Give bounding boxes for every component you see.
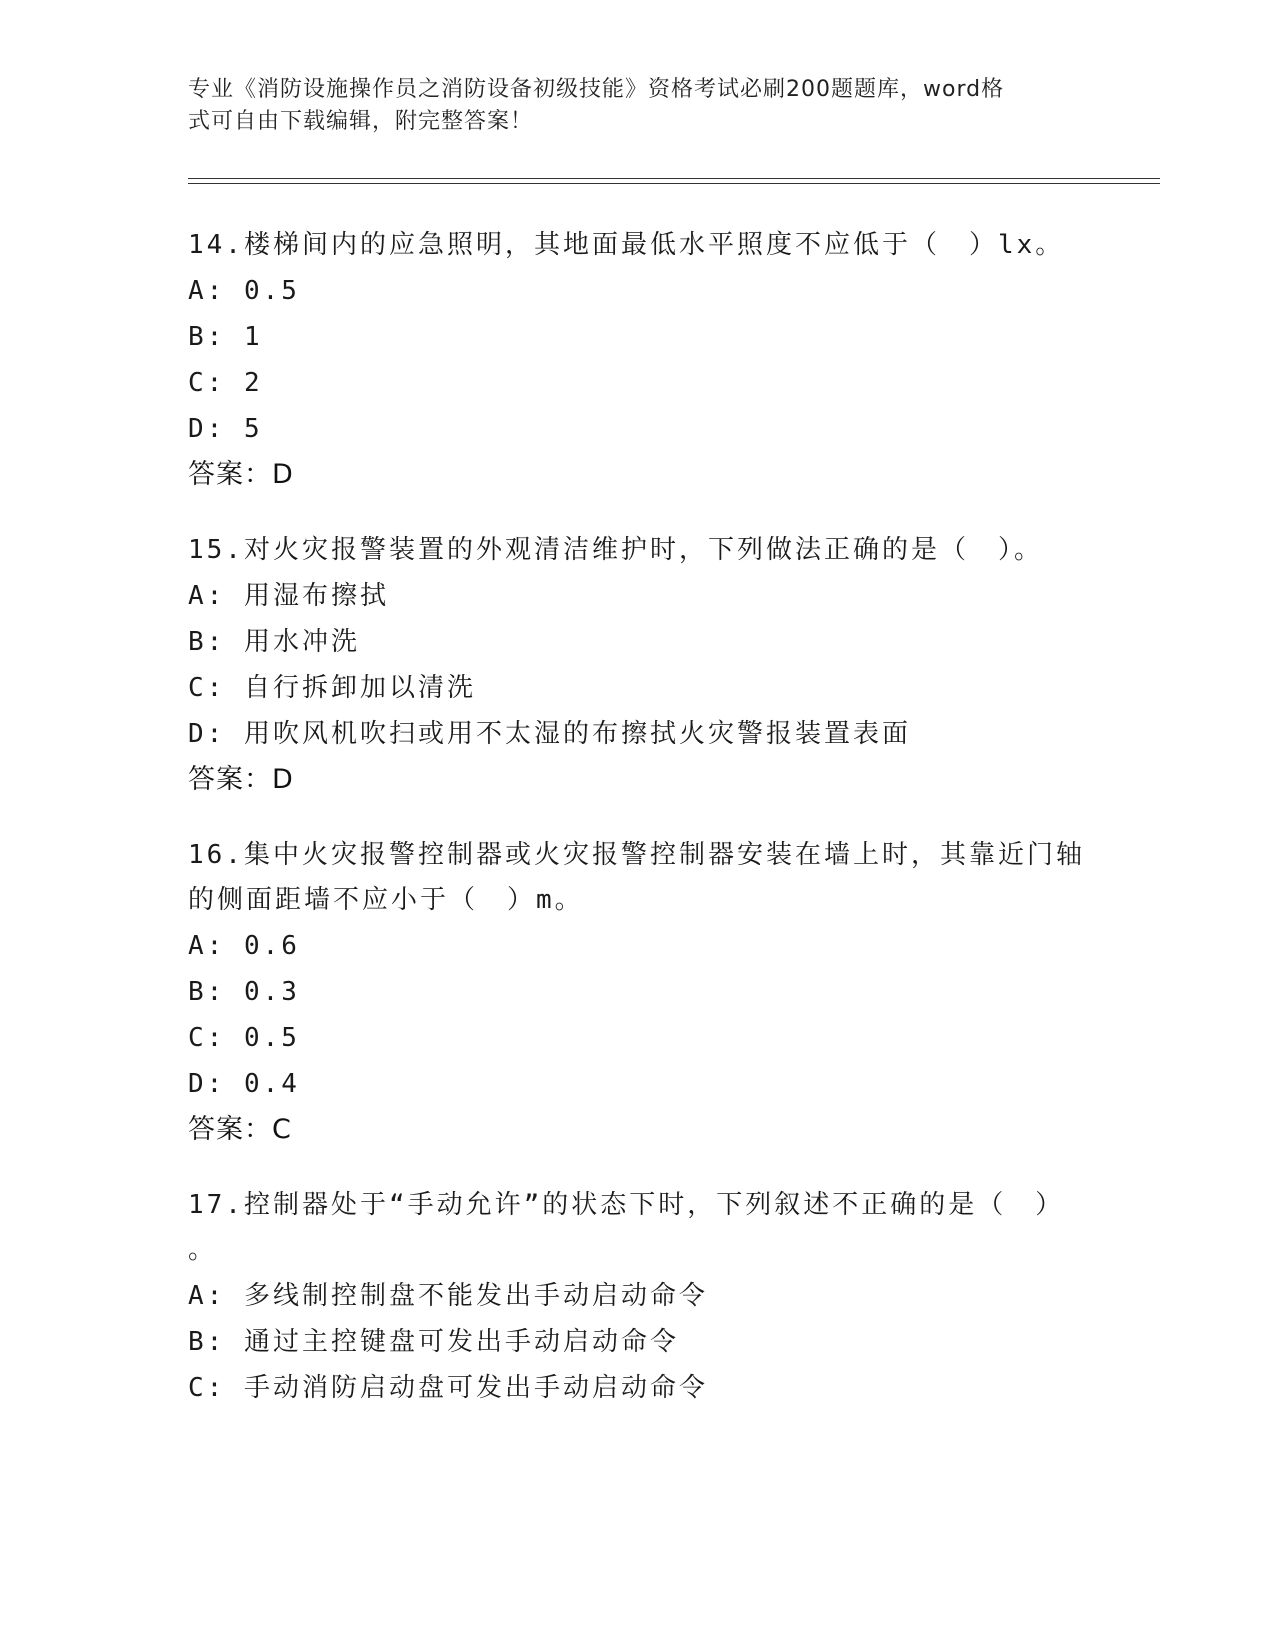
option-a: A: 0.6 — [188, 931, 300, 961]
answer: 答案：D — [188, 764, 294, 795]
question-title-line: 14.楼梯间内的应急照明，其地面最低水平照度不应低于（ ）lx。 — [188, 230, 1065, 260]
option-b: B: 1 — [188, 322, 263, 352]
option-b: B: 用水冲洗 — [188, 627, 360, 657]
question-title-line: 15.对火灾报警装置的外观清洁维护时，下列做法正确的是（ ）。 — [188, 535, 1043, 565]
header-divider-top — [188, 178, 1160, 179]
option-b: B: 0.3 — [188, 977, 300, 1007]
question-title — [188, 1183, 1088, 1273]
answer: 答案：D — [188, 459, 294, 490]
question-15 — [188, 528, 1088, 803]
question-16 — [188, 833, 1088, 1153]
question-title-line: 。 — [188, 1235, 218, 1265]
answer: 答案：C — [188, 1114, 292, 1145]
question-title — [188, 528, 1088, 573]
option-c: C: 自行拆卸加以清洗 — [188, 673, 476, 703]
question-title — [188, 223, 1088, 268]
option-d: D: 用吹风机吹扫或用不太湿的布擦拭火灾警报装置表面 — [188, 719, 911, 749]
question-title — [188, 833, 1088, 923]
question-14 — [188, 223, 1088, 498]
question-title-line: 16.集中火灾报警控制器或火灾报警控制器安装在墙上时，其靠近门轴 — [188, 840, 1085, 870]
question-17 — [188, 1183, 1088, 1411]
option-b: B: 通过主控键盘可发出手动启动命令 — [188, 1327, 679, 1357]
option-a: A: 0.5 — [188, 276, 300, 306]
question-title-line: 17.控制器处于“手动允许”的状态下时，下列叙述不正确的是（ ） — [188, 1190, 1065, 1220]
question-title-line: 的侧面距墙不应小于（ ）m。 — [188, 885, 584, 915]
option-c: C: 2 — [188, 368, 263, 398]
document-header — [188, 74, 1088, 138]
header-line-1: 专业《消防设施操作员之消防设备初级技能》资格考试必刷200题题库，word格 — [188, 77, 1005, 102]
header-divider-bottom — [188, 183, 1160, 184]
option-d: D: 5 — [188, 414, 263, 444]
header-line-2: 式可自由下载编辑，附完整答案！ — [188, 109, 534, 134]
option-a: A: 多线制控制盘不能发出手动启动命令 — [188, 1281, 708, 1311]
option-a: A: 用湿布擦拭 — [188, 581, 389, 611]
option-d: D: 0.4 — [188, 1069, 300, 1099]
option-c: C: 0.5 — [188, 1023, 300, 1053]
option-c: C: 手动消防启动盘可发出手动启动命令 — [188, 1373, 708, 1403]
